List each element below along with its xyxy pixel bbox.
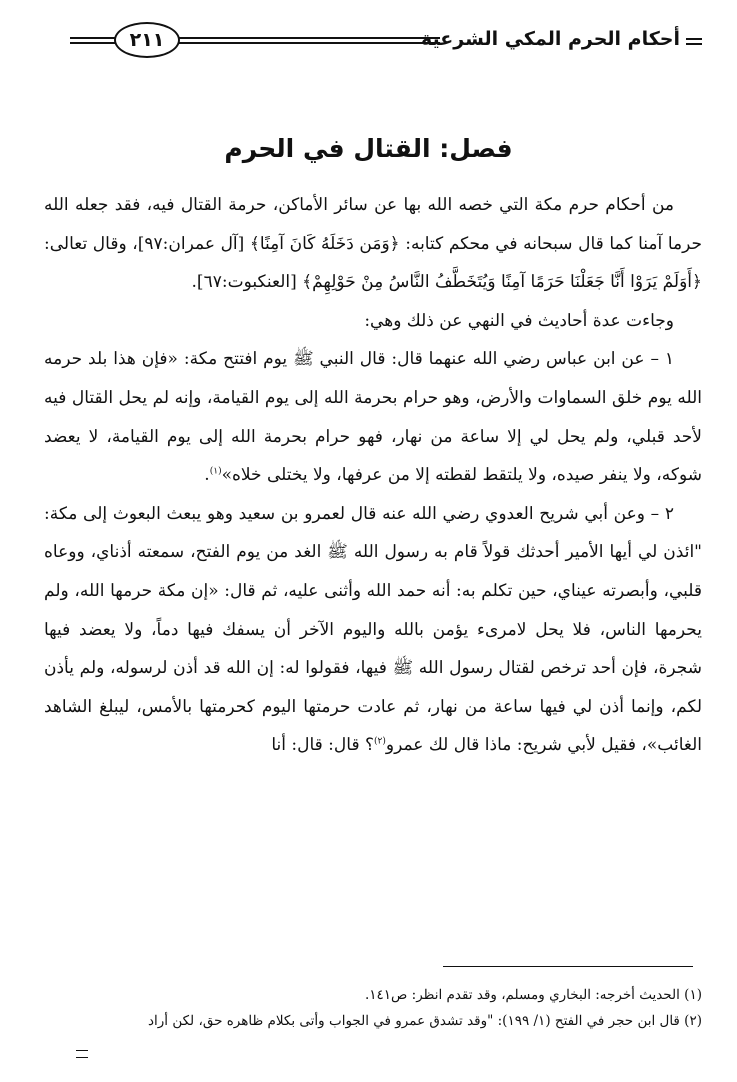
hadith-2-text: ٢ – وعن أبي شريح العدوي رضي الله عنه قال لعمرو بن سعيد وهو يبعث البعوث إلى مكة: "ائذن لي أيها الأمير أحدثك قولاً قام به رسول الله ﷺ الغد من يوم الفتح، سمعته أذناي، ووعاه قلبي، وأبصرته عيناي، حين تكلم به: أنه حمد الله وأثنى عليه، ثم قال: «إن مكة حرمها الله، ولم يحرمها الناس، فلا يحل لامرىء يؤمن بالله واليوم الآخر أن يسفك فيها دماً، ولا يعضد فيها شجرة، فإن أحد ترخص لقتال رسول الله ﷺ فيها، فقولوا له: إن الله قد أذن لرسوله، ولم يأذن لكم، وإنما أذن لي فيها ساعة من نهار، ثم عادت حرمتها اليوم كحرمتها بالأمس، ليبلغ الشاهد الغائب»، فقيل لأبي شريح: ماذا قال لك عمرو [44, 503, 702, 756]
hadith-1-text: ١ – عن ابن عباس رضي الله عنهما قال: قال النبي ﷺ يوم افتتح مكة: «فإن هذا بلد حرمه الله يوم خلق السماوات والأرض، وهو حرام بحرمة الله إلى يوم القيامة، وإنه لم يحل القتال فيه لأحد قبلي، ولم يحل لي إلا ساعة من نهار، فهو حرام بحرمة الله إلى يوم القيامة، لا يعضد شوكه، ولا ينفر صيده، ولا يلتقط لقطته إلا من عرفها، ولا يختلى خلاه» [44, 349, 702, 486]
footnote-separator [443, 966, 693, 967]
paragraph-hadith-1: ١ – عن ابن عباس رضي الله عنهما قال: قال النبي ﷺ يوم افتتح مكة: «فإن هذا بلد حرمه الله يوم خلق السماوات والأرض، وهو حرام بحرمة الله إلى يوم القيامة، وإنه لم يحل القتال فيه لأحد قبلي، ولم يحل لي إلا ساعة من نهار، فهو حرام بحرمة الله إلى يوم القيامة، لا يعضد شوكه، ولا ينفر صيده، ولا يلتقط لقطته إلا من عرفها، ولا يختلى خلاه»$^{(١)}$. [44, 349, 702, 486]
header-rule-left [70, 37, 116, 44]
header-dash-ornament [686, 38, 702, 45]
header-rule [170, 37, 440, 44]
footnote-2: (٢) قال ابن حجر في الفتح (١/ ١٩٩): "وقد تشدق عمرو في الجواب وأتى بكلام ظاهره حق، لكن أراد [148, 1013, 702, 1029]
running-title: أحكام الحرم المكي الشرعية [421, 28, 680, 50]
page-header [70, 22, 702, 62]
main-text [44, 186, 702, 765]
footnote-1: (١) الحديث أخرجه: البخاري ومسلم، وقد تقدم انظر: ص١٤١. [364, 987, 702, 1003]
paragraph-hadith-list-intro: وجاءت عدة أحاديث في النهي عن ذلك وهي: [364, 310, 674, 331]
footnotes [44, 982, 702, 1034]
section-title: فصل: القتال في الحرم [224, 134, 513, 163]
page-number: ٢١١ [114, 22, 180, 58]
hadith-2-continuation: ؟ قال: قال: أنا [271, 735, 374, 756]
paragraph-hadith-2 [44, 495, 702, 765]
footnote-ref-1[interactable]: (١) [209, 466, 222, 477]
footnote-ref-2[interactable]: (٢) [374, 736, 386, 747]
continuation-mark [76, 1050, 88, 1058]
paragraph-intro: من أحكام حرم مكة التي خصه الله بها عن سائر الأماكن، حرمة القتال فيه، فقد جعله الله حرما آمنا كما قال سبحانه في محكم كتابه: ﴿وَمَن دَخَلَهُ كَانَ آمِنًا﴾ [آل عمران:٩٧]، وقال تعالى: ﴿أَوَلَمْ يَرَوْا أَنَّا جَعَلْنَا حَرَمًا آمِنًا وَيُتَخَطَّفُ النَّاسُ مِنْ حَوْلِهِمْ﴾ [العنكبوت:٦٧]. [44, 195, 703, 293]
